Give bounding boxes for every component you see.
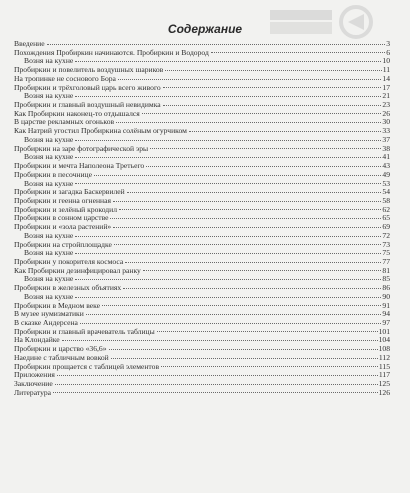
toc-page-number: 10 — [382, 56, 390, 66]
dot-leader — [116, 122, 381, 123]
toc-page-number: 115 — [378, 361, 390, 371]
dot-leader — [75, 61, 381, 62]
toc-entry-title: Пробиркин и главный врачеватель таблицы — [14, 326, 155, 336]
toc-entry-title: Как Пробиркин наконец-то отдышался — [14, 108, 140, 118]
toc-page-number: 30 — [382, 117, 390, 127]
toc-entry-title: Пробиркин в песочнице — [14, 169, 92, 179]
toc-entry-title: Возня на кухне — [24, 248, 74, 258]
dot-leader — [211, 52, 385, 53]
toc-entry-title: Пробиркин и повелитель воздушных шариков — [14, 65, 164, 75]
dot-leader — [62, 340, 378, 341]
toc-entry-title: Пробиркин прощается с таблицей элементов — [14, 361, 160, 371]
dot-leader — [57, 375, 378, 376]
page-title: Содержание — [167, 22, 243, 36]
toc-entry-title: Пробиркин в железных объятиях — [14, 283, 122, 293]
toc-page-number: 11 — [382, 65, 390, 75]
toc-entry-title: Пробиркин на стройплощадке — [14, 239, 112, 249]
toc-entry-title: В сказке Андерсена — [14, 318, 78, 327]
dot-leader — [109, 349, 378, 350]
toc-page-number: 125 — [378, 379, 390, 389]
toc-entry — [14, 389, 390, 398]
dot-leader — [189, 131, 381, 132]
toc-entry-title: Наедине с табличным вовкой — [14, 352, 109, 362]
dot-leader — [125, 262, 381, 263]
toc-page-number: 41 — [382, 152, 390, 162]
toc-entry-title: Пробиркин и загадка Баскервилей — [14, 187, 125, 197]
toc-entry-title: На тропинке не соснового Бора — [14, 73, 116, 83]
toc-entry-title: Пробиркин и главный воздушный невидимка — [14, 100, 161, 110]
toc-page-number: 54 — [382, 187, 390, 197]
dot-leader — [86, 314, 382, 315]
toc-page-number: 85 — [382, 274, 390, 284]
toc-entry-title: Возня на кухне — [24, 152, 74, 162]
dot-leader — [157, 331, 378, 332]
toc-entry-title: Пробиркин у покорителя космоса — [14, 256, 124, 266]
dot-leader — [127, 192, 382, 193]
toc-page-number: 49 — [382, 169, 390, 179]
toc-entry-title: Литература — [14, 387, 52, 397]
dot-leader — [75, 236, 381, 237]
dot-leader — [102, 305, 381, 306]
dot-leader — [146, 166, 381, 167]
toc-entry-title: В царстве рекламных огоньков — [14, 117, 115, 127]
toc-entry-title: Возня на кухне — [24, 91, 74, 101]
dot-leader — [113, 201, 381, 202]
dot-leader — [113, 227, 381, 228]
dot-leader — [75, 96, 381, 97]
toc-page-number: 97 — [382, 318, 390, 327]
dot-leader — [80, 323, 382, 324]
toc-page-number: 65 — [382, 213, 390, 223]
dot-leader — [114, 244, 382, 245]
dot-leader — [161, 366, 378, 367]
toc-page-number: 26 — [382, 108, 390, 118]
toc-entry-title: Возня на кухне — [24, 291, 74, 301]
dot-leader — [150, 148, 381, 149]
toc-entry-title: Введение — [14, 39, 45, 48]
dot-leader — [75, 140, 381, 141]
toc-page-number: 77 — [382, 256, 390, 266]
toc-entry — [14, 328, 390, 337]
dot-leader — [119, 209, 381, 210]
dot-leader — [123, 288, 381, 289]
toc-page-number: 17 — [382, 82, 390, 92]
toc-entry-title: Заключение — [14, 379, 53, 389]
toc-entry-title: На Клондайке — [14, 335, 60, 345]
toc-page-number: 73 — [382, 239, 390, 249]
toc-page-number: 58 — [382, 195, 390, 205]
dot-leader — [53, 392, 378, 393]
toc-page-number: 75 — [382, 248, 390, 258]
dot-leader — [110, 218, 381, 219]
toc-entry-title: Возня на кухне — [24, 178, 74, 188]
table-of-contents — [14, 40, 390, 397]
toc-page-number: 33 — [382, 126, 390, 136]
toc-page-number: 21 — [382, 91, 390, 101]
toc-page-number: 94 — [382, 309, 390, 319]
dot-leader — [163, 87, 382, 88]
toc-page-number: 101 — [378, 326, 390, 336]
dot-leader — [75, 253, 381, 254]
dot-leader — [111, 358, 378, 359]
toc-page-number: 6 — [386, 47, 390, 57]
toc-page-number: 117 — [378, 370, 390, 380]
toc-entry-title: Возня на кухне — [24, 230, 74, 240]
toc-entry-title: Пробиркин на заре фотографической эры — [14, 143, 149, 153]
toc-entry-title: Пробиркин в сонном царстве — [14, 213, 109, 223]
toc-page-number: 23 — [382, 100, 390, 110]
dot-leader — [75, 297, 381, 298]
toc-entry-title: Пробиркин и мечта Наполеона Третьего — [14, 161, 145, 171]
toc-entry-title: Как Натрий угостил Пробиркина солёным огурчиком — [14, 126, 187, 136]
toc-page-number: 91 — [382, 300, 390, 310]
toc-page-number: 14 — [382, 73, 390, 83]
toc-page-number: 104 — [378, 335, 390, 345]
toc-entry-title: Пробиркин и зелёный крокодил — [14, 204, 118, 214]
toc-entry-title: Возня на кухне — [24, 274, 74, 284]
toc-page-number: 38 — [382, 143, 390, 153]
toc-page-number: 86 — [382, 283, 390, 293]
dot-leader — [143, 270, 382, 271]
dot-leader — [47, 44, 386, 45]
toc-entry-title: Пробиркин и «зола растений» — [14, 222, 112, 232]
dot-leader — [55, 384, 378, 385]
toc-page-number: 72 — [382, 230, 390, 240]
toc-entry-title: Возня на кухне — [24, 56, 74, 66]
toc-page-number: 112 — [378, 352, 390, 362]
toc-entry-title: Как Пробиркин дезинфицировал ранку — [14, 265, 141, 275]
dot-leader — [163, 105, 382, 106]
toc-page-number: 3 — [386, 39, 390, 48]
toc-page-number: 53 — [382, 178, 390, 188]
toc-entry-title: Возня на кухне — [24, 134, 74, 144]
dot-leader — [94, 175, 381, 176]
toc-entry-title: В музее нумизматики — [14, 309, 84, 319]
dot-leader — [75, 279, 381, 280]
toc-page-number: 108 — [378, 344, 390, 354]
toc-entry-title: Пробиркин и геенна огненная — [14, 195, 111, 205]
toc-page-number: 37 — [382, 134, 390, 144]
toc-entry-title: Пробиркин и царство «36,6» — [14, 344, 107, 354]
toc-page-number: 90 — [382, 291, 390, 301]
dot-leader — [142, 113, 382, 114]
toc-page-number: 62 — [382, 204, 390, 214]
toc-page-number: 81 — [382, 265, 390, 275]
toc-entry-title: Пробиркин и трёхголовый царь всего живого — [14, 82, 161, 92]
toc-page-number: 126 — [378, 387, 390, 397]
dot-leader — [75, 157, 381, 158]
toc-entry — [14, 371, 390, 380]
toc-entry — [14, 380, 390, 389]
dot-leader — [165, 70, 381, 71]
toc-entry — [14, 363, 390, 372]
dot-leader — [118, 79, 381, 80]
toc-entry-title: Пробиркин в Медном веке — [14, 300, 100, 310]
toc-entry-title: Похождения Пробиркин начинаются. Пробиркин и Водород — [14, 47, 209, 57]
toc-page-number: 43 — [382, 161, 390, 171]
dot-leader — [75, 183, 381, 184]
toc-page-number: 69 — [382, 222, 390, 232]
toc-entry-title: Приложения — [14, 370, 55, 380]
